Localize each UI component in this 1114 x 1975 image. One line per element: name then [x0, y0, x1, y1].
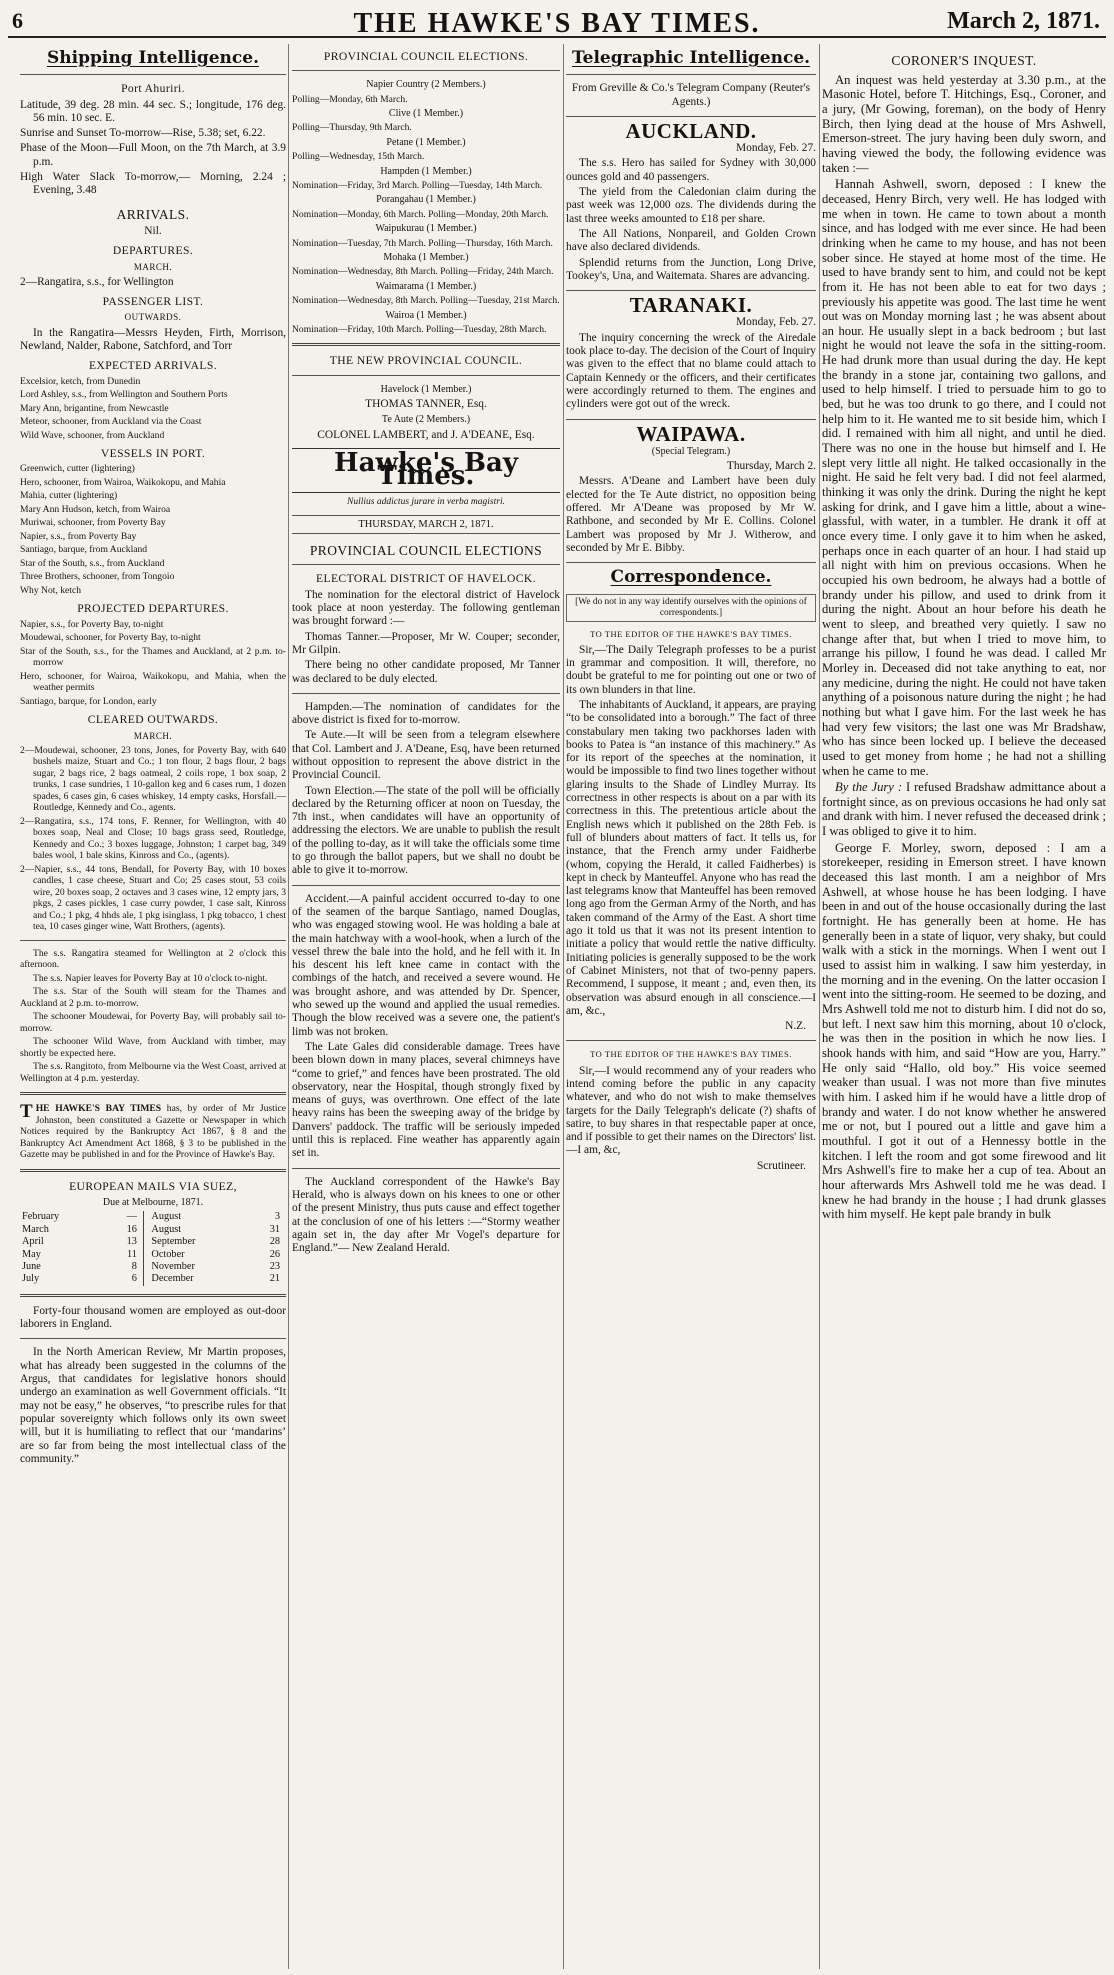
city-heading: WAIPAWA.: [636, 421, 746, 446]
paragraph: There being no other candidate proposed, Mr Tanner was declared to be duly elected.: [292, 659, 560, 685]
list-item: Napier, s.s., for Poverty Bay, to-night: [20, 618, 164, 630]
mail-day: 28: [269, 1236, 280, 1248]
paragraph: The inquiry concerning the wreck of the Airedale took place to-day. The decision of the Court of Inquiry was given to the effect that no blame could attach to Captain Kennedy or the officers, and their certificates were accordingly returned to them. The engines and cylinders were got out of the wreck.: [566, 331, 816, 411]
almanac-line: Sunrise and Sunset To-morrow—Rise, 5.38; set, 6.22.: [20, 127, 266, 140]
elections-list: [292, 78, 560, 335]
mail-day: 6: [131, 1273, 137, 1285]
vessels-heading: VESSELS IN PORT.: [100, 447, 206, 461]
mail-day: 21: [269, 1273, 280, 1285]
list-item: Santiago, barque, for London, early: [20, 695, 157, 707]
list-item: Three Brothers, schooner, from Tongoio: [20, 571, 175, 583]
departures-text: 2—Rangatira, s.s., for Wellington: [20, 275, 174, 288]
table-row: [20, 1249, 286, 1261]
election-district: Napier Country (2 Members.): [366, 79, 486, 91]
passenger-text: In the Rangatira—Messrs Heyden, Firth, Morrison, Newland, Nalder, Rabone, Satchford, and Torr: [20, 326, 286, 353]
telegram-date: Thursday, March 2.: [726, 460, 816, 473]
divider: [20, 1169, 286, 1172]
election-dates: Nomination—Wednesday, 8th March. Polling—Tuesday, 21st March.: [292, 295, 560, 307]
list-item: Why Not, ketch: [20, 584, 82, 596]
jury-text: I refused Bradshaw admittance about a fortnight since, as on previous occasions he had only sat and drank with him. I never refused the deceased drink ; I was obliged to give it to him.: [822, 780, 1106, 839]
mail-day: 31: [269, 1223, 280, 1235]
teaute-label: Te Aute (2 Members.): [381, 414, 471, 426]
paragraph: The yield from the Caledonian claim during the past week was 12,000 ozs. The dividends during the last three weeks amounted to £18 per share.: [566, 186, 816, 225]
table-row: [20, 1211, 286, 1223]
shipping-note: The s.s. Rangitoto, from Melbourne via the West Coast, arrived at Wellington at 4 p.m. yesterday.: [20, 1061, 286, 1084]
divider: [566, 74, 816, 75]
letter-paragraph: Sir,—I would recommend any of your readers who intend coming before the public in any capacity whatever, and who do not wish to make themselves targets for the Daily Telegraph's delicate (?) shafts of satire, to buy shares in that respectable paper at once, and if possible to get their names on the Directors' list.—I am, &c,: [566, 1064, 816, 1157]
cleared-entry: 2—Moudewai, schooner, 23 tons, Jones, for Poverty Bay, with 640 bushels maize, Stuart and Co.; 1 ton flour, 2 bags flour, 2 bags sugar, 2 bags rice, 2 bags oatmeal, 2 coils rope, 1 box soap, 2 trunks, 1 case sundries, 1 10-gallon keg and 6 cases rum, 1 dozen spades, 6 cases gin, 6 cases whiskey, 14 empty casks, Horsfall.—Routledge, Kennedy and Co., agents.: [20, 744, 286, 814]
month-label: MARCH.: [133, 261, 173, 272]
list-item: Mahia, cutter (lightering): [20, 490, 118, 502]
paragraph: Te Aute.—It will be seen from a telegram elsewhere that Col. Lambert and J. A'Deane, Esq, have been returned without opposition to represent the above district in the Provincial Council.: [292, 729, 560, 782]
newspaper-title: THE HAWKE'S BAY TIMES.: [353, 8, 761, 39]
elections-heading: PROVINCIAL COUNCIL ELECTIONS.: [323, 50, 529, 63]
column-inquest: [822, 44, 1106, 1969]
divider: [292, 885, 560, 886]
divider: [566, 1040, 816, 1041]
shipping-note: The s.s. Rangatira steamed for Wellington at 2 o'clock this afternoon.: [20, 947, 286, 971]
mail-month: April: [22, 1236, 44, 1248]
paper-masthead: Hawke's Bay Times.: [292, 448, 560, 493]
gazette-title: HE HAWKE'S BAY TIMES: [35, 1103, 162, 1115]
almanac-line: Phase of the Moon—Full Moon, on the 7th March, at 3.9 p.m.: [20, 142, 286, 168]
election-dates: Nomination—Wednesday, 8th March. Polling—Friday, 24th March.: [292, 266, 554, 278]
table-row: [20, 1236, 286, 1248]
shipping-note: The schooner Moudewai, for Poverty Bay, will probably sail to-morrow.: [20, 1011, 286, 1034]
divider: [20, 1092, 286, 1095]
member-name: THOMAS TANNER, Esq.: [365, 398, 487, 411]
election-dates: Polling—Thursday, 9th March.: [292, 122, 412, 134]
paragraph: [822, 780, 1106, 839]
correspondence-heading: Correspondence.: [610, 567, 772, 588]
mail-month: November: [151, 1261, 195, 1273]
mail-month: August: [151, 1223, 182, 1235]
mail-month: September: [151, 1236, 196, 1248]
election-district: Hampden (1 Member.): [380, 165, 472, 177]
paragraph: The s.s. Hero has sailed for Sydney with 30,000 ounces gold and 40 passengers.: [566, 157, 816, 183]
column-telegraphic: [566, 44, 816, 1969]
list-item: Meteor, schooner, from Auckland via the Coast: [20, 416, 202, 428]
paragraph: Thomas Tanner.—Proposer, Mr W. Couper; seconder, Mr Gilpin.: [292, 630, 560, 656]
arrivals-heading: ARRIVALS.: [116, 206, 190, 222]
election-dates: Nomination—Monday, 6th March. Polling—Monday, 20th March.: [292, 208, 549, 220]
port-name: Port Ahuriri.: [121, 82, 185, 96]
mail-month: February: [22, 1211, 60, 1223]
election-district: Petane (1 Member.): [386, 136, 466, 148]
mail-day: 11: [127, 1248, 137, 1260]
letter-signature: N.Z.: [785, 1020, 806, 1033]
column-rule: [563, 44, 564, 1969]
editorial-dateline: THURSDAY, MARCH 2, 1871.: [292, 515, 560, 534]
table-row: [20, 1224, 286, 1236]
divider: [20, 1338, 286, 1339]
divider: [292, 70, 560, 71]
mails-subheading: Due at Melbourne, 1871.: [102, 1197, 204, 1209]
paragraph: Hampden.—The nomination of candidates for the above district is fixed for to-morrow.: [292, 700, 560, 727]
member-name: COLONEL LAMBERT, and J. A'DEANE, Esq.: [317, 428, 535, 441]
women-paragraph: Forty-four thousand women are employed as out-door laborers in England.: [20, 1304, 286, 1331]
divider: [20, 1294, 286, 1297]
almanac-line: High Water Slack To-morrow,— Morning, 2.24 ; Evening, 3.48: [20, 171, 286, 197]
telegraphic-heading: Telegraphic Intelligence.: [571, 48, 811, 68]
mail-day: 3: [274, 1211, 280, 1223]
review-paragraph: In the North American Review, Mr Martin proposes, what has already been suggested in the columns of the Argus, that candidates for legislative honors should undergo an examination as well Government officials. “It may not be easy,” he observes, “to prescribe rules for that popular sovereignty which follows only its own sweet will, but it is humiliating to reflect that our ‘mandarins’ are so far from being the most intellectual class of the community.”: [20, 1346, 286, 1465]
gazette-text: has, by order of Mr Justice Johnston, been constituted a Gazette or Newspaper in which Notices required by the Bankruptcy Act 1867, § 8 and the Bankruptcy Act Amendment Act 1868, § 3 to be published in the Gazette may be published in and for the Province of Hawke's Bay.: [20, 1103, 286, 1161]
editor-address: TO THE EDITOR OF THE HAWKE'S BAY TIMES.: [590, 628, 792, 639]
telegram-source: From Greville & Co.'s Telegram Company (Reuter's Agents.): [571, 82, 811, 108]
list-item: Lord Ashley, s.s., from Wellington and Southern Ports: [20, 389, 228, 401]
election-dates: Nomination—Friday, 3rd March. Polling—Tuesday, 14th March.: [292, 179, 543, 191]
mail-month: December: [151, 1273, 194, 1285]
passenger-heading: PASSENGER LIST.: [102, 295, 204, 309]
list-item: Moudewai, schooner, for Poverty Bay, to-night: [20, 632, 201, 644]
disclaimer: [We do not in any way identify ourselves with the opinions of correspondents.]: [566, 594, 816, 622]
paragraph: An inquest was held yesterday at 3.30 p.m., at the Masonic Hotel, before T. Hitchings, Esq., Coroner, and a jury, (Mr Gowing, foreman), on the body of Henry Birch, then lying dead at the house of Mrs Ashwell, Emerson-street. The jury having been duly sworn, and having viewed the body, the following evidence was taken :—: [822, 72, 1106, 175]
divider: [292, 693, 560, 694]
paragraph: George F. Morley, sworn, deposed : I am a storekeeper, residing in Emerson street. I have known deceased this last month. I am a neighbor of Mrs Ashwell, at whose house he has been lodging. I have been in and out of the house occasionally during the last fortnight. He has generally been at home. He has generally been in a state of liquor, very shaky, but could walk with a stick in the mornings. When I went out I used to assist him in walking. I saw him yesterday, in the morning and in the evening. On the latter occasion I went into the sitting-room. He seemed to be dozing, and Mrs Ashwell told me not to disturb him. I did not do so, but left. I next saw him this morning, about 10 o'clock, he was then in the position in which he now lies. I shook hands with him, and said “How are you, Harry.” He only said “Hallo, old boy.” His voice seemed weaker than usual. I was not more than five minutes with him. I asked him if he would have a little drop of brandy and water. I do not know whether he answered me or not, but I poured out a little and gave him a mouthful. I got it out of a Hennessy bottle in the kitchen. I left the room and got some firewood and lit Mrs Ashwell's fire to make her a cup of tea. About an hour afterwards Mrs Ashwell told me he was dead. I knew he had brandy in the house ; I had drunk glasses with him myself. He kept pale brandy in bulk: [822, 840, 1106, 1222]
letter-signature: Scrutineer.: [756, 1159, 806, 1172]
mail-day: 26: [269, 1248, 280, 1260]
list-item: Mary Ann, brigantine, from Newcastle: [20, 402, 169, 414]
mail-day: 13: [126, 1236, 137, 1248]
mails-heading: EUROPEAN MAILS VIA SUEZ,: [69, 1179, 237, 1193]
issue-date: March 2, 1871.: [947, 8, 1100, 34]
almanac-line: Latitude, 39 deg. 28 min. 44 sec. S.; longitude, 176 deg. 56 min. 10 sec. E.: [20, 98, 286, 124]
list-item: Star of the South, s.s., for the Thames and Auckland, at 2 p.m. to-morrow: [20, 645, 286, 669]
column-shipping: [20, 44, 286, 1969]
telegram-date: Monday, Feb. 27.: [736, 142, 816, 155]
election-district: Porangahau (1 Member.): [376, 194, 476, 206]
list-item: Star of the South, s.s., from Auckland: [20, 557, 165, 569]
shipping-note: The s.s. Star of the South will steam for the Thames and Auckland at 2 p.m. to-morrow.: [20, 986, 286, 1009]
column-rule: [819, 44, 820, 1969]
district-heading: ELECTORAL DISTRICT OF HAVELOCK.: [315, 572, 537, 586]
column-elections: [292, 44, 560, 1969]
mail-day: 23: [269, 1261, 280, 1273]
election-dates: Nomination—Tuesday, 7th March. Polling—Thursday, 16th March.: [292, 237, 553, 249]
cleared-entry: 2—Napier, s.s., 44 tons, Bendall, for Poverty Bay, with 10 boxes candles, 1 case cheese, Stuart and Co; 25 cases stout, 53 coils wire, 20 boxes soap, 2 octaves and 3 cases wine, 12 empty jars, 3 pkgs, 2 cases pickles, 1 case curry powder, 1 case salt, Kinross and Co.; 1 pkg, 4 hhds ale, 1 pkg isinglass, 1 pkg tobacco, 1 chest tea, 10 cases ginger wine, Watt Brothers, (agents).: [20, 863, 286, 933]
mail-month: May: [22, 1248, 41, 1260]
list-item: Wild Wave, schooner, from Auckland: [20, 429, 165, 441]
divider: [20, 74, 286, 75]
paragraph: The All Nations, Nonpareil, and Golden Crown have also declared dividends.: [566, 227, 816, 254]
mail-month: March: [22, 1223, 49, 1235]
list-item: Excelsior, ketch, from Dunedin: [20, 375, 141, 387]
havelock-label: Havelock (1 Member.): [380, 383, 472, 395]
arrivals-text: Nil.: [144, 224, 162, 237]
divider: [566, 116, 816, 117]
paragraph: The Auckland correspondent of the Hawke's Bay Herald, who is always down on his knees to one or other of the present Ministry, thus puts cause and effect together at the conclusion of one of his letters :—“Stormy weather again set in, the day after Mr Vogel's departure for England.”— New Zealand Herald.: [292, 1175, 560, 1255]
page-masthead: [8, 6, 1106, 38]
election-district: Mohaka (1 Member.): [383, 252, 469, 264]
divider: [292, 375, 560, 376]
divider: [566, 419, 816, 420]
list-item: Muriwai, schooner, from Poverty Bay: [20, 517, 166, 529]
mail-month: August: [151, 1211, 182, 1223]
telegram-date: Monday, Feb. 27.: [736, 316, 816, 329]
paragraph: Accident.—A painful accident occurred to-day to one of the seamen of the barque Santiago, named Douglas, who was engaged stowing wool. He was holding a bale at the main hatchway with a wool-hook, when a lurch of the vessel threw the bale into the hold, and he fell with it. In his descent his left knee came in contact with the combings of the hatch, and received a severe wound. He was brought ashore, and was attended by Dr. Spencer, who sewed up the wound and applied the usual remedies. Though the blow received was a severe one, the patient's limb was not broken.: [292, 892, 560, 1038]
column-rule: [288, 44, 289, 1969]
page-number: 6: [12, 8, 23, 33]
list-item: Hero, schooner, from Wairoa, Waikokopu, and Mahia: [20, 476, 226, 488]
list-item: Greenwich, cutter (lightering): [20, 463, 135, 475]
divider: [20, 940, 286, 941]
paragraph: The Late Gales did considerable damage. Trees have been blown down in many places, several chimneys have “come to grief,” and fences have been prostrated. The old observatory, near the Hospital, though strongly fixed by means of guys, was overthrown. One effect of the late heavy rains has been the sweeping away of the bridge by Danvers' paddock. The traffic will be seriously impeded until this is replaced. Fine weather has apparently again set in.: [292, 1040, 560, 1160]
city-heading: AUCKLAND.: [625, 118, 757, 143]
projected-heading: PROJECTED DEPARTURES.: [77, 602, 229, 616]
drop-cap: T: [20, 1101, 33, 1123]
list-item: Hero, schooner, for Wairoa, Waikokopu, and Mahia, when the weather permits: [20, 670, 286, 694]
election-district: Waipukurau (1 Member.): [375, 223, 477, 235]
shipping-note: The schooner Wild Wave, from Auckland with timber, may shortly be expected here.: [20, 1036, 286, 1059]
mail-month: July: [22, 1273, 40, 1285]
paragraph: Splendid returns from the Junction, Long Drive, Tookey's, Una, and Waitemata. Shares are advancing.: [566, 256, 816, 282]
paragraph: Messrs. A'Deane and Lambert have been duly elected for the Te Aute district, no opposition being offered. Mr A'Deane was proposed by Mr W. Rathbone, and seconded by Mr E. Collins. Colonel Lambert was proposed by Mr J. Witherow, and seconded by Mr E. Bibby.: [566, 475, 816, 554]
table-row: [20, 1273, 286, 1285]
city-heading: TARANAKI.: [629, 293, 753, 318]
paragraph: The nomination for the electoral district of Havelock took place at noon yesterday. The following gentleman was brought forward :—: [292, 588, 560, 628]
elections-heading-2: PROVINCIAL COUNCIL ELECTIONS: [309, 543, 543, 559]
election-district: Clive (1 Member.): [388, 108, 464, 120]
mail-day: —: [126, 1211, 137, 1223]
mails-table: [20, 1211, 286, 1285]
letter-paragraph: The inhabitants of Auckland, it appears, are praying “to be consolidated into a borough.” The fact of three constabulary men taking two packhorses laden with books to Patea is “an instance of this machinery.” As for its report of the speeches at the nomination, it would be impossible to find two lines together without glaring insults to the Shade of Lindley Murray. Its correctness in other respects is about on a par with its correctness in this. The pretentious article about the English news which it published on the 28th Feb. is full of blunders about matters of fact. It tells us, for instance, that the French army under Faidherbe (whom, copying the Herald, it called Faidherbes) is kept in check by Manteuffel. Anyone who has read the last telegrams know that Manteuffel has been removed long ago from the German Army of the North, and has taken command of the Army of the East. A short time ago it told us that it was not its present intention to initiate a policy that would rettle the native difficulty. Initiating policies is generally supposed to be the work of Cabinet Ministers, not that of two-penny papers. Recommend, I suppose, it meant ; and, even then, its observation was absurd enough in all conscience.—I am, &c.,: [566, 698, 816, 1017]
election-dates: Polling—Monday, 6th March.: [292, 93, 408, 105]
motto: Nullius addictus jurare in verba magistri.: [347, 496, 505, 507]
list-item: Mary Ann Hudson, ketch, from Wairoa: [20, 503, 171, 515]
letter-paragraph: Sir,—The Daily Telegraph professes to be a purist in grammar and composition. It will, therefore, no doubt be grateful to me for pointing out one or two of its own blunders in that line.: [566, 643, 816, 696]
cleared-heading: CLEARED OUTWARDS.: [87, 713, 219, 727]
jury-label: By the Jury :: [835, 780, 903, 795]
divider: [566, 562, 816, 563]
mail-month: October: [151, 1248, 185, 1260]
election-district: Wairoa (1 Member.): [385, 309, 467, 321]
mail-day: 8: [131, 1261, 137, 1273]
mail-month: June: [22, 1261, 41, 1273]
cleared-entry: 2—Rangatira, s.s., 174 tons, F. Renner, for Wellington, with 40 boxes soap, Neal and Close; 10 bags grass seed, Routledge, Kennedy and Co.; 3 boxes luggage, Johnston; 1 carpet bag, 349 bales wool, 1 bale skins, Kinross and Co., (agents).: [20, 815, 286, 862]
divider: [292, 1168, 560, 1169]
outwards-label: OUTWARDS.: [124, 312, 182, 323]
month-label: MARCH.: [133, 730, 173, 741]
table-row: [20, 1261, 286, 1273]
expected-heading: EXPECTED ARRIVALS.: [88, 359, 218, 373]
paragraph: Hannah Ashwell, sworn, deposed : I knew the deceased, Henry Birch, very well. He has lodged with me when in town. He came to town about a month since, and has lodged with me ever since. He had been drinking when he came to my house, and has not been sober since. He stayed at home most of the time. He used to have brandy sent to him, and could not be kept from it. He has not been able to eat for two days ; previously his appetite was good. The last time he went out was on Monday morning last ; he was absent about an hour. He usually slept in a back bedroom ; but last night he would not leave the sofa in the sitting-room. He had drunk more than usual during the day. He kept the brandy in a stone jar, containing two gallons, and used to help himself. I tried to persuade him to go to bed, but he was too drunk to go there, and I could not help him to it. He wanted me to sit beside him, which I did. I remained with him all night, and until he died. There was no one in the house but himself and I. He slept very little all night. He talked occasionally in the night. He said he felt very bad. I did not feel alarmed, thinking it was only the drink. During the night he kept asking for drink, and I gave him a little, about a wine-glassful, with water, in a tumbler. He drank it off at once every time. I only gave it to him when he asked, perhaps once in each quarter of an hour. I had staid up all night with him on previous occasions. When he occupied his own bedroom, he always had a bottle of brandy under his pillow, and used to drink from it during the night. About an hour before his death he went to sleep, and breathed very quietly. I saw no change after that, but when I tried to move him, to arrange his pillow, I found he was dead. I called Mr Morley in. Deceased did not take anything to eat, nor any medicine, during the night. He could not have taken anything of a poisonous nature during the night ; he had nothing but what I gave him. For the last week he has had very few visitors; the last one was Mr Bradshaw, who has since been locked up. I believe the deceased used to get money from home ; he had not a shilling when he came to me.: [822, 177, 1106, 778]
shipping-heading: Shipping Intelligence.: [47, 48, 259, 68]
paragraph: Town Election.—The state of the poll will be officially declared by the Returning officer at noon on Tuesday, the 7th inst., when candidates will have an opportunity of addressing the electors. We are unable to publish the result of the polling to-day, as it will take the officials some time to go through the ballot papers, but we shall no doubt be able to give it to-morrow.: [292, 784, 560, 877]
divider: [292, 564, 560, 565]
election-district: Waimarama (1 Member.): [375, 280, 477, 292]
election-dates: Polling—Wednesday, 15th March.: [292, 151, 425, 163]
gazette-notice: [20, 1103, 286, 1161]
special-telegram-label: (Special Telegram.): [651, 445, 731, 457]
list-item: Santiago, barque, from Auckland: [20, 544, 148, 556]
editor-address: TO THE EDITOR OF THE HAWKE'S BAY TIMES.: [590, 1049, 792, 1060]
council-heading: THE NEW PROVINCIAL COUNCIL.: [329, 354, 523, 368]
election-dates: Nomination—Friday, 10th March. Polling—Tuesday, 28th March.: [292, 323, 547, 335]
divider: [566, 290, 816, 291]
departures-heading: DEPARTURES.: [112, 244, 194, 258]
list-item: Napier, s.s., from Poverty Bay: [20, 530, 137, 542]
mail-day: 16: [126, 1223, 137, 1235]
inquest-heading: CORONER'S INQUEST.: [891, 53, 1037, 68]
shipping-note: The s.s. Napier leaves for Poverty Bay at 10 o'clock to-night.: [33, 972, 268, 984]
divider: [292, 343, 560, 346]
